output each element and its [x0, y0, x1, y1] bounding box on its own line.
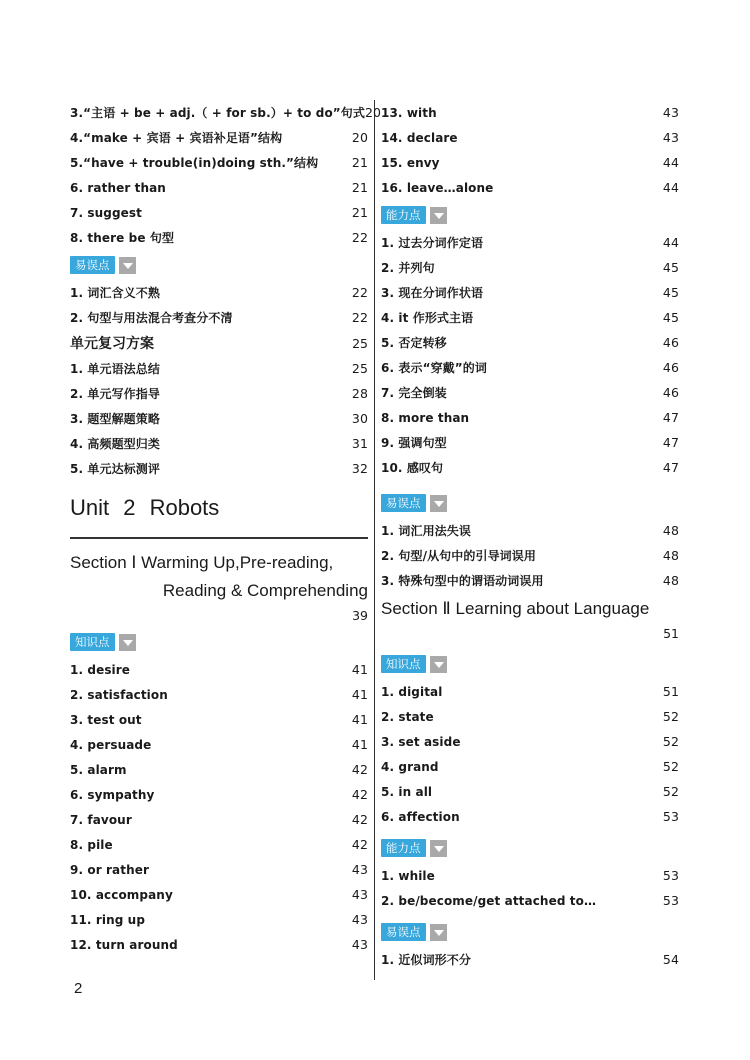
- chevron-down-icon: [430, 495, 447, 512]
- toc-entry[interactable]: 2. be/become/get attached to… 53: [381, 893, 679, 908]
- toc-entry[interactable]: 3. 题型解题策略 30: [70, 411, 368, 426]
- left-column: [70, 100, 382, 957]
- chevron-down-icon: [430, 924, 447, 941]
- category-tag: [70, 250, 368, 280]
- chevron-down-icon: [119, 634, 136, 651]
- toc-entry[interactable]: 8. pile 42: [70, 837, 368, 852]
- category-tag: [381, 833, 679, 863]
- toc-entry[interactable]: 4. it 作形式主语 45: [381, 310, 679, 325]
- tag-label: 易误点: [70, 256, 115, 274]
- tag-label: 能力点: [381, 839, 426, 857]
- section-title[interactable]: Section Ⅰ Warming Up,Pre-reading, Reading & Comprehending: [70, 553, 368, 600]
- toc-entry[interactable]: 6. rather than 21: [70, 180, 368, 195]
- toc-entry[interactable]: 2. state 52: [381, 709, 679, 724]
- toc-entry[interactable]: 7. favour 42: [70, 812, 368, 827]
- toc-entry[interactable]: 3. 现在分词作状语 45: [381, 285, 679, 300]
- unit-divider: [70, 537, 368, 539]
- toc-entry[interactable]: 1. 单元语法总结 25: [70, 361, 368, 376]
- toc-entry[interactable]: 6. sympathy 42: [70, 787, 368, 802]
- toc-entry[interactable]: 1. digital 51: [381, 684, 679, 699]
- category-tag: [381, 649, 679, 679]
- toc-entry[interactable]: 1. while 53: [381, 868, 679, 883]
- toc-entry[interactable]: 2. 句型与用法混合考查分不清 22: [70, 310, 368, 325]
- unit-title: Unit 2 Robots: [70, 495, 220, 520]
- toc-entry[interactable]: 1. 词汇含义不熟 22: [70, 285, 368, 300]
- toc-entry[interactable]: 14. declare 43: [381, 130, 679, 145]
- chevron-down-icon: [430, 840, 447, 857]
- section-title[interactable]: Section Ⅱ Learning about Language: [381, 599, 650, 618]
- toc-entry[interactable]: 1. desire 41: [70, 662, 368, 677]
- toc-entry[interactable]: 8. more than 47: [381, 410, 679, 425]
- section-page: 39: [352, 608, 368, 623]
- toc-entry[interactable]: 13. with 43: [381, 105, 679, 120]
- toc-entry[interactable]: 9. or rather 43: [70, 862, 368, 877]
- toc-entry[interactable]: 11. ring up 43: [70, 912, 368, 927]
- toc-entry[interactable]: 3.“主语 + be + adj.（ + for sb.）+ to do”句式 20: [70, 105, 382, 120]
- toc-entry[interactable]: 2. 句型/从句中的引导词误用 48: [381, 548, 679, 563]
- toc-entry[interactable]: 4. 高频题型归类 31: [70, 436, 368, 451]
- toc-entry[interactable]: 6. affection 53: [381, 809, 679, 824]
- tag-label: 知识点: [381, 655, 426, 673]
- chevron-down-icon: [119, 257, 136, 274]
- toc-entry[interactable]: 5. 否定转移 46: [381, 335, 679, 350]
- right-column: [381, 100, 679, 972]
- toc-entry[interactable]: 1. 过去分词作定语 44: [381, 235, 679, 250]
- tag-label: 易误点: [381, 494, 426, 512]
- toc-entry[interactable]: 8. there be 句型 22: [70, 230, 368, 245]
- toc-entry[interactable]: 7. 完全倒装 46: [381, 385, 679, 400]
- toc-entry[interactable]: 3. 特殊句型中的谓语动词误用 48: [381, 573, 679, 588]
- category-tag: [381, 917, 679, 947]
- review-heading[interactable]: 单元复习方案 25: [70, 335, 368, 352]
- toc-entry[interactable]: 10. 感叹句 47: [381, 460, 679, 475]
- left-top-list: [70, 100, 382, 250]
- toc-entry[interactable]: 3. test out 41: [70, 712, 368, 727]
- category-tag: [381, 200, 679, 230]
- category-tag: [381, 488, 679, 518]
- toc-entry[interactable]: 16. leave…alone 44: [381, 180, 679, 195]
- column-divider: [374, 100, 375, 980]
- tag-label: 知识点: [70, 633, 115, 651]
- toc-entry[interactable]: 3. set aside 52: [381, 734, 679, 749]
- toc-entry[interactable]: 2. 并列句 45: [381, 260, 679, 275]
- toc-entry[interactable]: 5. 单元达标测评 32: [70, 461, 368, 476]
- category-tag: [70, 627, 368, 657]
- tag-label: 易误点: [381, 923, 426, 941]
- section-page: 51: [663, 626, 679, 641]
- toc-entry[interactable]: 5.“have + trouble(in)doing sth.”结构 21: [70, 155, 368, 170]
- chevron-down-icon: [430, 656, 447, 673]
- toc-entry[interactable]: 6. 表示“穿戴”的词 46: [381, 360, 679, 375]
- page-number: 2: [74, 980, 83, 997]
- toc-entry[interactable]: 4. persuade 41: [70, 737, 368, 752]
- tag-label: 能力点: [381, 206, 426, 224]
- toc-entry[interactable]: 5. in all 52: [381, 784, 679, 799]
- toc-entry[interactable]: 10. accompany 43: [70, 887, 368, 902]
- toc-entry[interactable]: 5. alarm 42: [70, 762, 368, 777]
- toc-entry[interactable]: 9. 强调句型 47: [381, 435, 679, 450]
- toc-entry[interactable]: 15. envy 44: [381, 155, 679, 170]
- toc-entry[interactable]: 4.“make + 宾语 + 宾语补足语”结构 20: [70, 130, 368, 145]
- toc-entry[interactable]: 2. satisfaction 41: [70, 687, 368, 702]
- chevron-down-icon: [430, 207, 447, 224]
- toc-entry[interactable]: 4. grand 52: [381, 759, 679, 774]
- toc-entry[interactable]: 1. 近似词形不分 54: [381, 952, 679, 967]
- toc-entry[interactable]: 2. 单元写作指导 28: [70, 386, 368, 401]
- toc-entry[interactable]: 7. suggest 21: [70, 205, 368, 220]
- toc-entry[interactable]: 1. 词汇用法失误 48: [381, 523, 679, 538]
- toc-entry[interactable]: 12. turn around 43: [70, 937, 368, 952]
